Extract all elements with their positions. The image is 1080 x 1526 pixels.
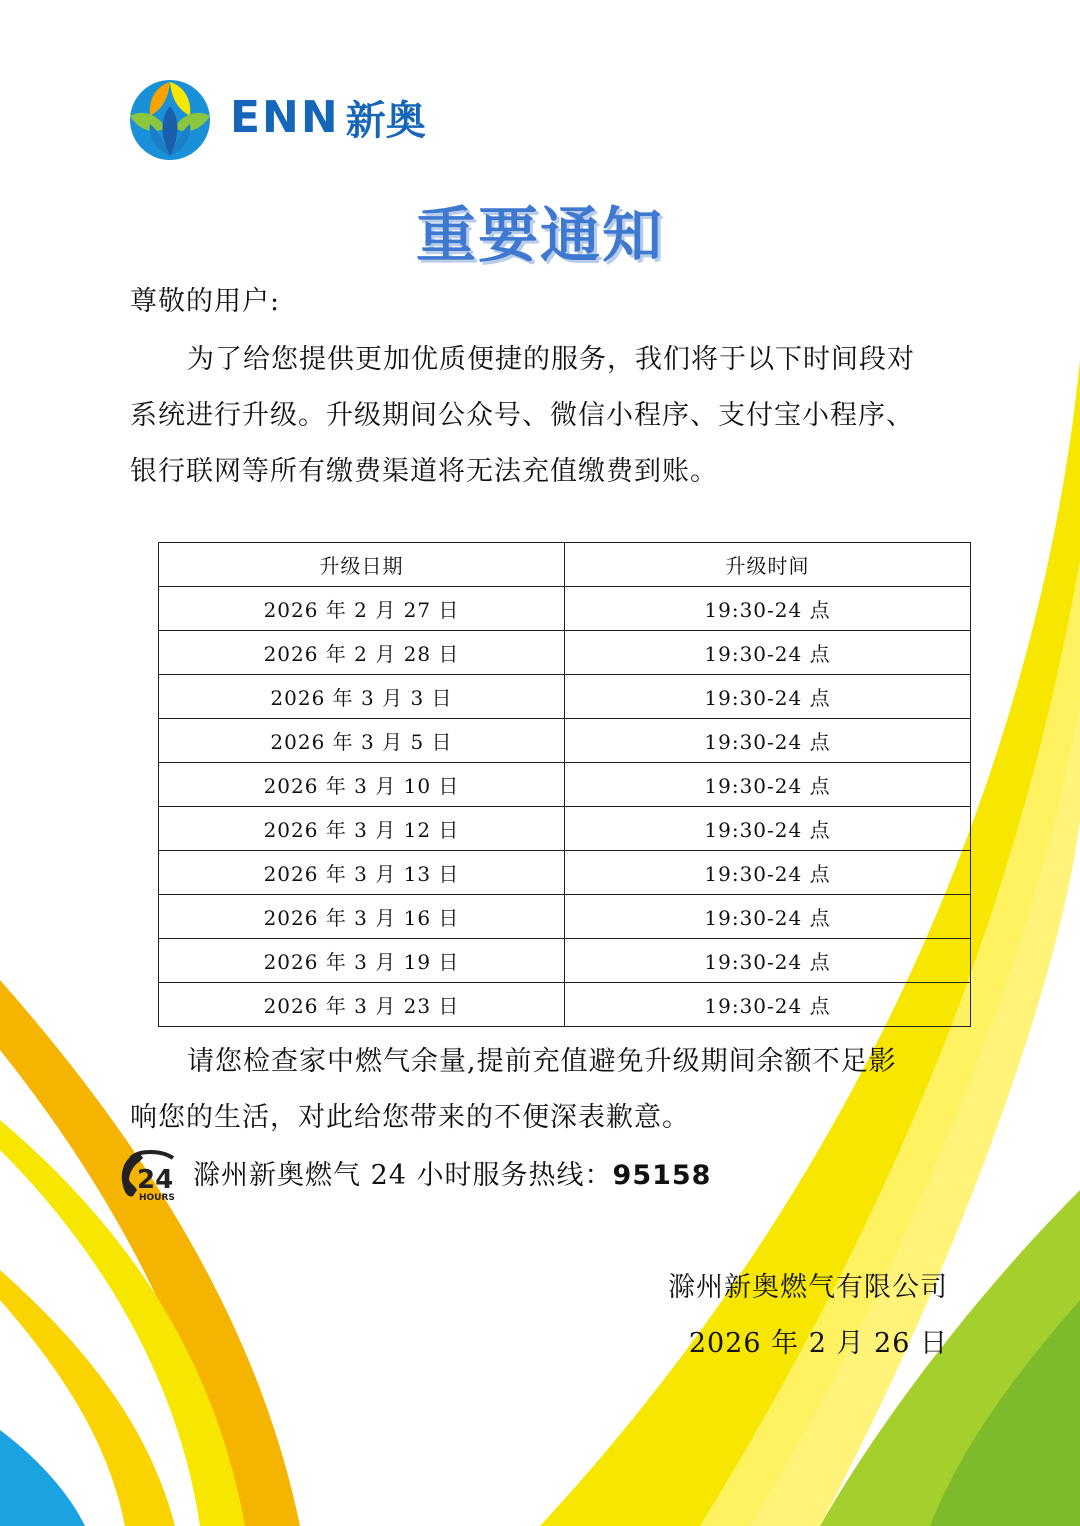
header-upgrade-date: 升级日期 — [159, 543, 565, 587]
table-row — [159, 983, 971, 1027]
table-row — [159, 763, 971, 807]
upgrade-date-cell: 2026 年 3 月 13 日 — [159, 851, 565, 895]
upgrade-time-cell: 19:30-24 点 — [565, 763, 971, 807]
upgrade-time-cell: 19:30-24 点 — [565, 719, 971, 763]
upgrade-time-cell: 19:30-24 点 — [565, 851, 971, 895]
upgrade-date-cell: 2026 年 3 月 5 日 — [159, 719, 565, 763]
intro-line: 系统进行升级。升级期间公众号、微信小程序、支付宝小程序、 — [130, 400, 914, 431]
table-row — [159, 587, 971, 631]
upgrade-time-cell: 19:30-24 点 — [565, 807, 971, 851]
upgrade-date-cell: 2026 年 2 月 27 日 — [159, 587, 565, 631]
service-hotline — [193, 1156, 711, 1196]
upgrade-date-cell: 2026 年 3 月 23 日 — [159, 983, 565, 1027]
table-row — [159, 895, 971, 939]
upgrade-time-cell: 19:30-24 点 — [565, 895, 971, 939]
upgrade-schedule-table — [158, 542, 971, 1027]
upgrade-date-cell: 2026 年 3 月 3 日 — [159, 675, 565, 719]
upgrade-time-cell: 19:30-24 点 — [565, 631, 971, 675]
table-row — [159, 719, 971, 763]
phone-icon-caption: HOURS — [139, 1193, 175, 1203]
logo-cjk-text: 新奥 — [345, 97, 426, 144]
table-row — [159, 631, 971, 675]
logo-latin-text: ENN — [230, 91, 340, 143]
cyan-swoosh — [0, 1430, 85, 1526]
upgrade-time-cell: 19:30-24 点 — [565, 675, 971, 719]
upgrade-time-cell: 19:30-24 点 — [565, 939, 971, 983]
table-row — [159, 939, 971, 983]
upgrade-date-cell: 2026 年 3 月 16 日 — [159, 895, 565, 939]
upgrade-date-cell: 2026 年 3 月 19 日 — [159, 939, 565, 983]
header-upgrade-time: 升级时间 — [565, 543, 971, 587]
phone-icon-number: 24 — [137, 1165, 174, 1195]
table-row — [159, 675, 971, 719]
hotline-label: 滁州新奥燃气 24 小时服务热线： — [193, 1160, 613, 1191]
table-row — [159, 807, 971, 851]
signature-date: 2026 年 2 月 26 日 — [688, 1328, 948, 1359]
24-hours-phone-icon — [117, 1150, 179, 1204]
closing-line: 响您的生活，对此给您带来的不便深表歉意。 — [130, 1102, 690, 1133]
enn-logo-icon — [126, 76, 214, 160]
upgrade-time-cell: 19:30-24 点 — [565, 587, 971, 631]
table-row — [159, 851, 971, 895]
upgrade-date-cell: 2026 年 2 月 28 日 — [159, 631, 565, 675]
intro-line: 银行联网等所有缴费渠道将无法充值缴费到账。 — [130, 456, 718, 487]
signature-company: 滁州新奥燃气有限公司 — [668, 1272, 948, 1303]
enn-logo-wordmark — [230, 92, 426, 142]
upgrade-date-cell: 2026 年 3 月 10 日 — [159, 763, 565, 807]
table-header-row — [159, 543, 971, 587]
intro-line: 为了给您提供更加优质便捷的服务，我们将于以下时间段对 — [187, 344, 915, 375]
closing-line: 请您检查家中燃气余量,提前充值避免升级期间余额不足影 — [187, 1046, 897, 1077]
upgrade-date-cell: 2026 年 3 月 12 日 — [159, 807, 565, 851]
hotline-number: 95158 — [612, 1160, 712, 1191]
notice-title: 重要通知 — [416, 201, 664, 271]
greeting: 尊敬的用户: — [130, 286, 281, 317]
upgrade-time-cell: 19:30-24 点 — [565, 983, 971, 1027]
